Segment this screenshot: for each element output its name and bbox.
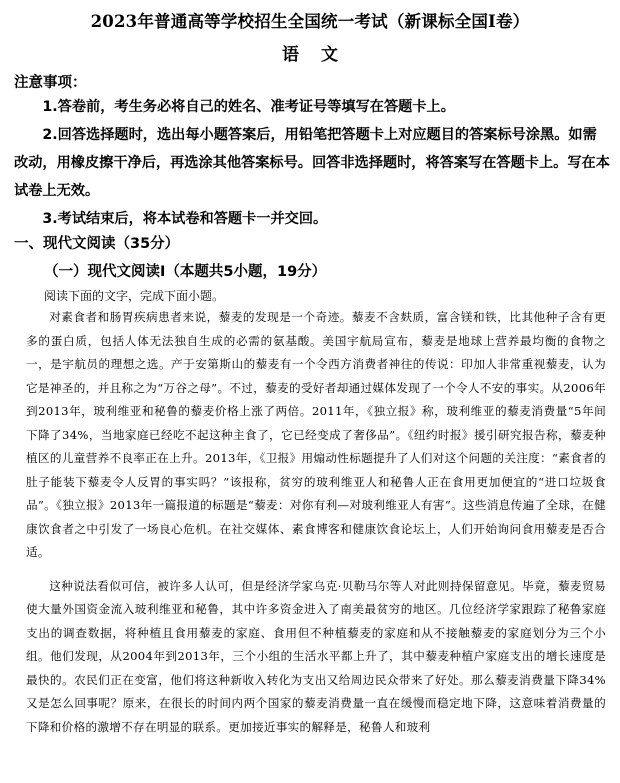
passage-paragraph: 这种说法看似可信，被许多人认可，但是经济学家乌克·贝勒马尔等人对此则持保留意见。毕竟，藜麦贸易使大量外国资金流入玻利维亚和秘鲁，其中许多资金进入了南美最贫穷的地区。几位经济学家跟踪了秘鲁家庭支出的调查数据，将种植且食用藜麦的家庭、食用但不种植藜麦的家庭和从不接触藜麦的家庭划分为三个小组。他们发现，从2004年到2013年，三个小组的生活水平都上升了，其中藜麦种植户家庭支出的增长速度是最快的。农民们正在变富，他们将这种新收入转化为支出又给周边民众带来了好处。那么藜麦消费量下降34%又是怎么回事呢？原来，在很长的时间内两个国家的藜麦消费量一直在缓慢而稳定地下降，这意味着消费量的下降和价格的激增不存在明显的联系。更加接近事实的解释是，秘鲁人和玻利 [26,578,606,734]
subject-title: 语文 [282,45,360,65]
notice-item: 2.回答选择题时，选出每小题答案后，用铅笔把答题卡上对应题目的答案标号涂黑。如需改动，用橡皮擦干净后，再选涂其他答案标号。回答非选择题时，将答案写在答题卡上。写在本试卷上无效。 [14,127,610,199]
subsection-heading: （一）现代文阅读Ⅰ（本题共5小题，19分） [44,264,327,280]
reading-passage [26,306,606,749]
exam-title: 2023年普通高等学校招生全国统一考试（新课标全国Ⅰ卷） [90,12,530,31]
notice-heading: 注意事项： [14,75,87,91]
reading-instruction: 阅读下面的文字，完成下面小题。 [44,289,225,303]
section-heading: 一、现代文阅读（35分） [14,236,180,252]
passage-paragraph: 对素食者和肠胃疾病患者来说，藜麦的发现是一个奇迹。藜麦不含麸质，富含镁和铁，比其他种子含有更多的蛋白质，包括人体无法独自生成的必需的氨基酸。美国宇航局宣布，藜麦是地球上营养最均衡的食物之一，是宇航员的理想之选。产于安第斯山的藜麦有一个令西方消费者神往的传说：印加人非常重视藜麦，认为它是神圣的，并且称之为“万谷之母”。不过，藜麦的受好者却通过媒体发现了一个令人不安的事实。从2006年到2013年，玻利维亚和秘鲁的藜麦价格上涨了两倍。2011年，《独立报》称，玻利维亚的藜麦消费量“5年间下降了34%，当地家庭已经吃不起这种主食了，它已经变成了奢侈品”。《纽约时报》援引研究报告称，藜麦种植区的儿童营养不良率正在上升。2013年，《卫报》用煽动性标题提升了人们对这个问题的关注度：“素食者的肚子能装下藜麦令人反胃的事实吗？”该报称，贫穷的玻利维亚人和秘鲁人正在食用更加便宜的“进口垃圾食品”。《独立报》2013年一篇报道的标题是“藜麦：对你有利—对玻利维亚人有害”。这些消息传遍了全球，在健康饮食者之中引发了一场良心危机。在社交媒体、素食博客和健康饮食论坛上，人们开始询问食用藜麦是否合适。 [26,310,606,559]
notice-item: 1.答卷前，考生务必将自己的姓名、准考证号等填写在答题卡上。 [42,99,455,115]
notice-item: 3.考试结束后，将本试卷和答题卡一并交回。 [42,211,328,227]
notice-list [14,93,610,233]
